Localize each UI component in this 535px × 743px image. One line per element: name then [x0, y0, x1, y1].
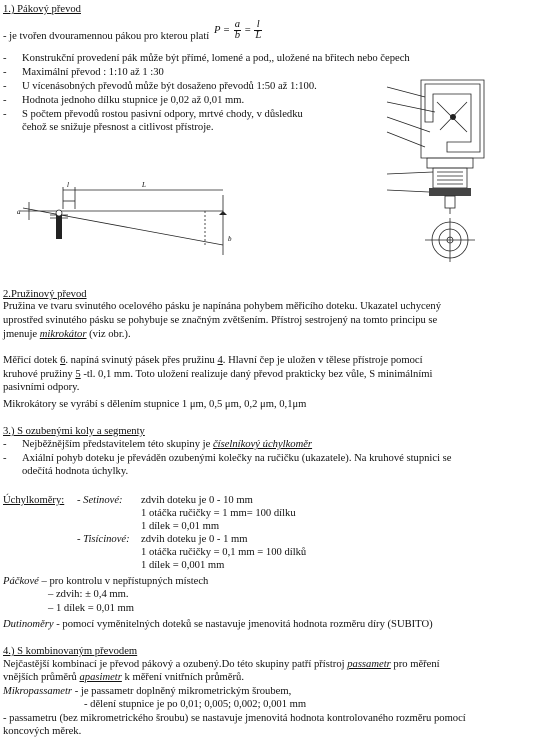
section4-heading: 4.) S kombinovaným převodem — [3, 646, 138, 657]
lever-formula: P = $\frac{a}{b}$ = $\frac{l}{L}$ — [214, 19, 262, 41]
spec-line: 1 dílek = 0,01 mm — [141, 521, 220, 532]
term-apasimetr: apasimetr — [79, 672, 122, 683]
list-item: - — [3, 109, 7, 120]
packove-line: Páčkové – pro kontrolu v nepřístupných místech — [3, 576, 209, 587]
paragraph-line: - passametru (bez mikrometrického šroubu) se nastavuje jmenovitá hodnota kontrolovaného rozměru pomocí — [3, 713, 466, 724]
section3-heading: 3.) S ozubenými koly a segmenty — [3, 426, 145, 437]
spec-line: zdvih doteku je 0 - 1 mm — [141, 534, 248, 545]
list-item: - — [3, 439, 7, 450]
spec-line: zdvih doteku je 0 - 10 mm — [141, 495, 253, 506]
list-item: Hodnota jednoho dílku stupnice je 0,02 až 0,01 mm. — [22, 95, 245, 106]
list-item: - — [3, 453, 7, 464]
paragraph-line: Pružina ve tvaru svinutého ocelového pásku je napínána pohybem měřicího doteku. Ukazatel uchycený — [3, 301, 442, 312]
paragraph-line: pasivními odpory. — [3, 382, 80, 393]
list-item: U vícenásobných převodů může být dosaženo převodů 1:50 až 1:100. — [22, 81, 317, 92]
spec-line: – zdvih: ± 0,4 mm. — [48, 589, 129, 600]
paragraph-line: uprostřed svinutého pásku se pohybuje se značným zvětšením. Přístroj sestrojený na tomto principu se — [3, 315, 438, 326]
tisicinove-label: - Tisícinové: — [77, 534, 130, 545]
uchylkomery-label: Úchylkoměry: — [3, 495, 65, 506]
lever-diagram — [15, 175, 240, 260]
lever-label-a: a — [17, 208, 21, 216]
list-item: S počtem převodů rostou pasivní odpory, mrtvé chody, v důsledku — [22, 109, 303, 120]
list-item: - — [3, 95, 7, 106]
list-item: - — [3, 53, 7, 64]
spec-line: – 1 dílek = 0,01 mm — [48, 603, 135, 614]
term-ciselnikovy-uchylkomer: číselníkový úchylkoměr — [212, 439, 313, 450]
list-item-continuation: odečítá hodnota úchylky. — [22, 466, 129, 477]
list-item: - — [3, 67, 7, 78]
list-item: Konstrukční provedení pák může být přímé, lomené a pod,, uložené na břitech nebo čepech — [22, 53, 410, 64]
lever-label-L: L — [142, 181, 146, 189]
mikrokator-diagram — [385, 72, 500, 272]
list-item: Maximální převod : 1:10 až 1 :30 — [22, 67, 164, 78]
list-item: - — [3, 81, 7, 92]
list-item: Axiální pohyb doteku je převáděn ozubenými kolečky na ručičku (ukazatele). Na kruhové stupnici se — [22, 453, 452, 464]
list-item-continuation: čehož se snižuje přesnost a citlivost přístroje. — [22, 122, 214, 133]
spec-line: 1 dílek = 0,001 mm — [141, 560, 225, 571]
paragraph-line: Mikropassametr - je passametr doplněný mikrometrickým šroubem, — [3, 686, 292, 697]
paragraph-line: vnějších průměrů apasimetr k měření vnitřních průměrů. — [3, 672, 244, 683]
section2-heading: 2.Pružinový převod — [3, 289, 87, 300]
lever-label-l: l — [67, 181, 69, 189]
paragraph-line: Nejčastější kombinací je převod pákový a ozubený.Do této skupiny patří přístroj passametr pro měření — [3, 659, 440, 670]
paragraph-line: - dělení stupnice je po 0,01; 0,005; 0,002; 0,001 mm — [84, 699, 307, 710]
spec-line: 1 otáčka ručičky = 1 mm= 100 dílku — [141, 508, 296, 519]
lever-label-b: b — [228, 235, 232, 243]
spec-line: 1 otáčka ručičky = 0,1 mm = 100 dílků — [141, 547, 307, 558]
paragraph-line: Mikrokátory se vyrábí s dělením stupnice 1 μm, 0,5 μm, 0,2 μm, 0,1μm — [3, 399, 307, 410]
setinove-label: - Setinové: — [77, 495, 123, 506]
term-passametr: passametr — [347, 659, 391, 670]
paragraph-line: kruhové pružiny 5 -tl. 0,1 mm. Toto uložení realizuje daný převod prakticky bez vůle, S minimálními — [3, 369, 433, 380]
paragraph-line: jmenuje mikrokátor (viz obr.). — [3, 329, 131, 340]
section1-heading: 1.) Pákový převod — [3, 4, 81, 15]
paragraph-line: koncových měrek. — [3, 726, 82, 737]
term-mikrokator: mikrokátor — [39, 329, 87, 340]
dutinomery-line: Dutinoměry - pomocí vyměnitelných doteků se nastavuje jmenovitá hodnota rozměru díry (SUBITO) — [3, 619, 433, 630]
section1-intro: - je tvořen dvouramennou pákou pro kterou platí — [3, 31, 210, 42]
list-item: Nejběžnějším představitelem této skupiny je číselníkový úchylkoměr — [22, 439, 313, 450]
paragraph-line: Měřicí dotek 6. napíná svinutý pásek přes pružinu 4. Hlavní čep je uložen v tělese přístroje pomocí — [3, 355, 423, 366]
